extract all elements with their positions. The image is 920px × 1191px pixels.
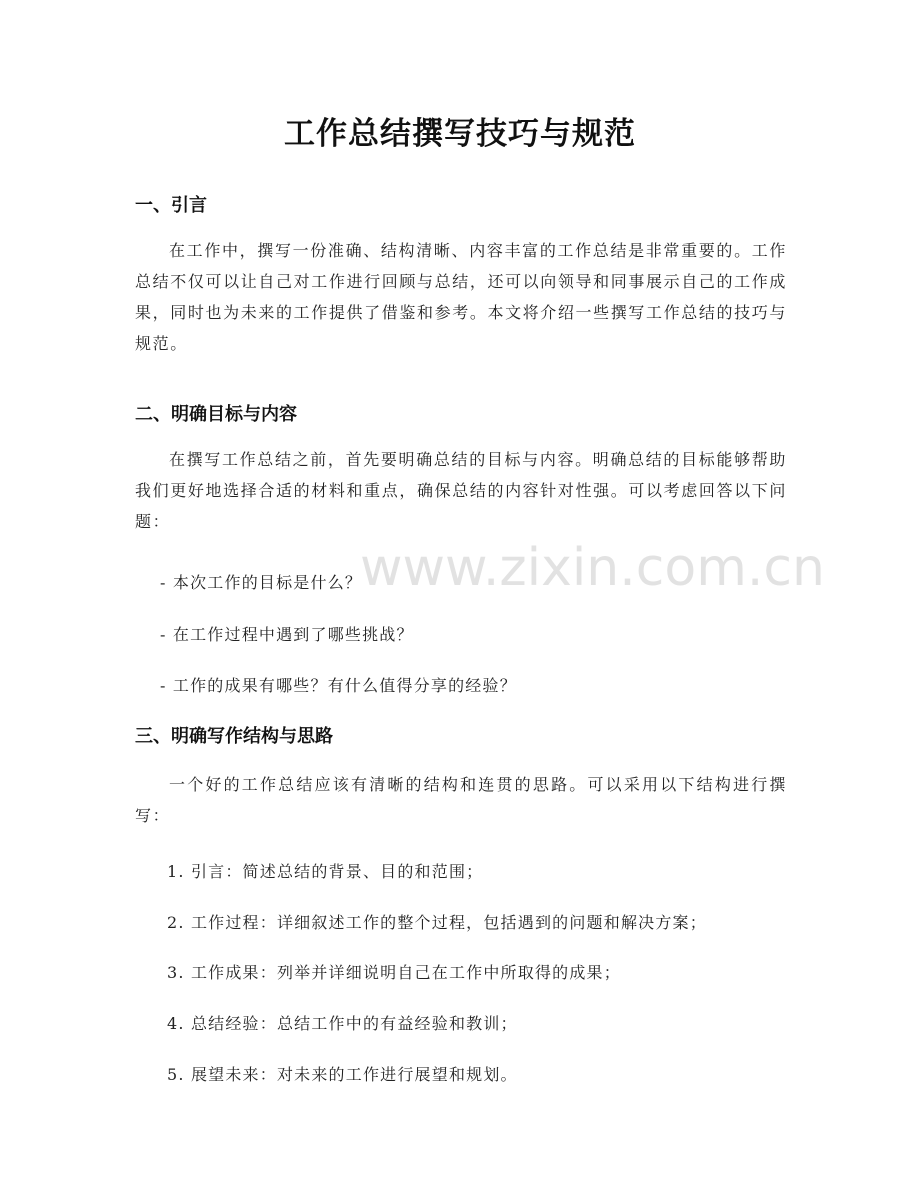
watermark: www.zixin.com.cn (360, 538, 825, 598)
list-item: - 工作的成果有哪些？有什么值得分享的经验？ (160, 676, 517, 695)
list-item: 3. 工作成果：列举并详细说明自己在工作中所取得的成果； (167, 963, 621, 982)
page-title: 工作总结撰写技巧与规范 (284, 116, 636, 152)
section-paragraph-intro: 在工作中，撰写一份准确、结构清晰、内容丰富的工作总结是非常重要的。工作总结不仅可以让自己对工作进行回顾与总结，还可以向领导和同事展示自己的工作成果，同时也为未来的工作提供了借鉴和参考。本文将介绍一些撰写工作总结的技巧与规范。 (135, 241, 787, 353)
list-item: - 在工作过程中遇到了哪些挑战？ (160, 625, 414, 644)
list-item: 4. 总结经验：总结工作中的有益经验和教训； (167, 1014, 518, 1033)
section-paragraph-structure: 一个好的工作总结应该有清晰的结构和连贯的思路。可以采用以下结构进行撰写： (135, 775, 787, 825)
list-item: 2. 工作过程：详细叙述工作的整个过程，包括遇到的问题和解决方案； (167, 913, 707, 932)
section-heading-goals: 二、明确目标与内容 (135, 404, 297, 425)
section-heading-structure: 三、明确写作结构与思路 (135, 726, 333, 747)
list-item: 1. 引言：简述总结的背景、目的和范围； (167, 862, 484, 881)
list-item: 5. 展望未来：对未来的工作进行展望和规划。 (167, 1065, 518, 1084)
section-heading-intro: 一、引言 (135, 195, 207, 216)
section-paragraph-goals: 在撰写工作总结之前，首先要明确总结的目标与内容。明确总结的目标能够帮助我们更好地选择合适的材料和重点，确保总结的内容针对性强。可以考虑回答以下问题： (135, 450, 787, 531)
list-item: - 本次工作的目标是什么？ (160, 573, 363, 592)
